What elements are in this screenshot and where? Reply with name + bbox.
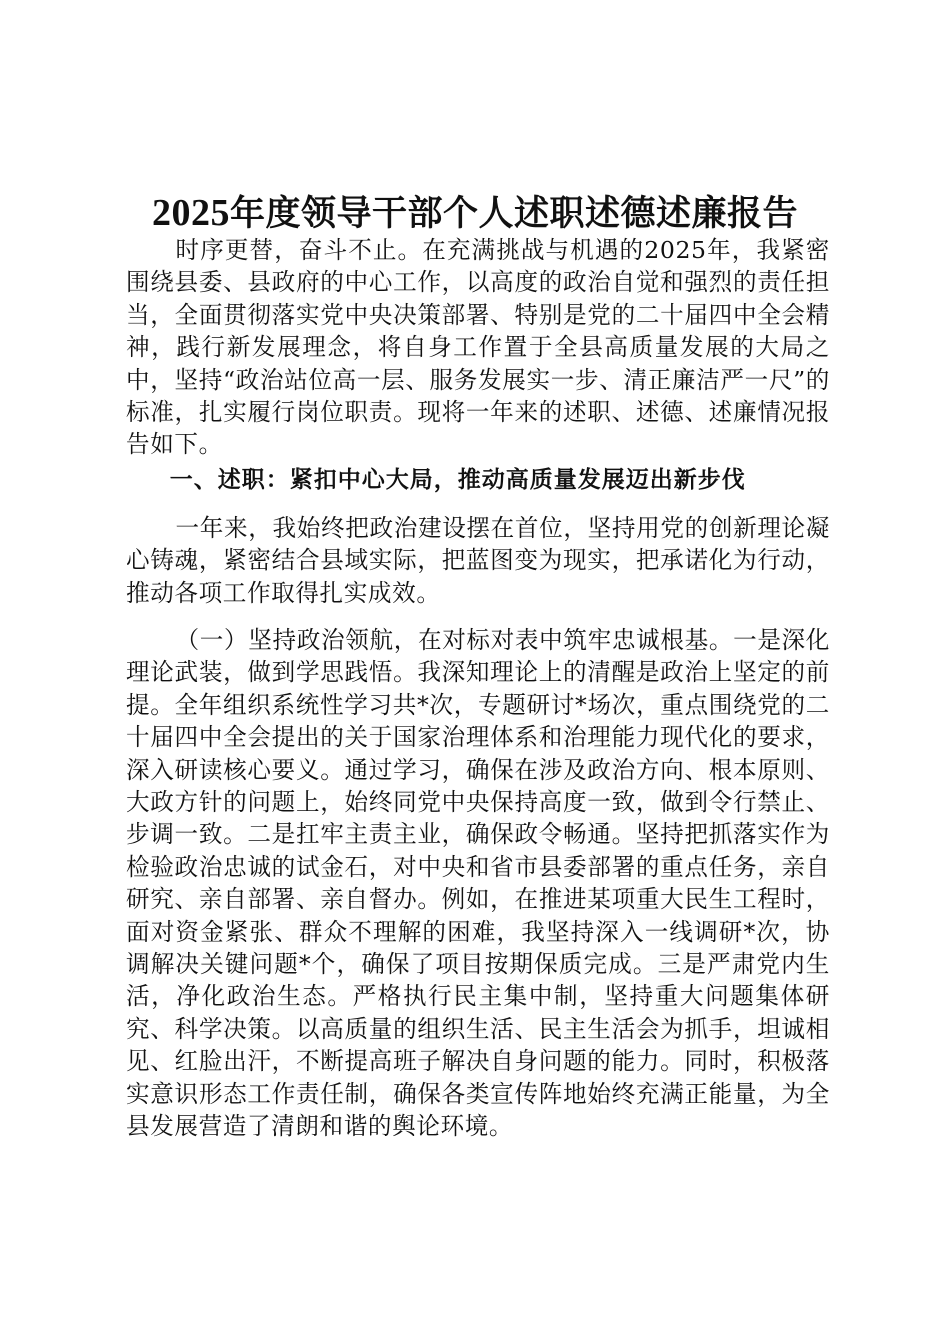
- title-year: 2025: [151, 192, 230, 235]
- section-heading: 一、述职：紧扣中心大局，推动高质量发展迈出新步伐: [169, 467, 746, 493]
- intro-paragraph: 时序更替，奋斗不止。在充满挑战与机遇的2025年，我紧密围绕县委、县政府的中心工作，以高度的政治自觉和强烈的责任担当，全面贯彻落实党中央决策部署、特别是党的二十届四中全会精神，践行新发展理念，将自身工作置于全县高质量发展的大局之中，坚持“政治站位高一层、服务发展实一步、清正廉洁严一尺”的标准，扎实履行岗位职责。现将一年来的述职、述德、述廉情况报告如下。: [126, 236, 830, 459]
- section-part1-paragraph: （一）坚持政治领航，在对标对表中筑牢忠诚根基。一是深化理论武装，做到学思践悟。我深知理论上的清醒是政治上坚定的前提。全年组织系统性学习共*次，专题研讨*场次，重点围绕党的二十届四中全会提出的关于国家治理体系和治理能力现代化的要求，深入研读核心要义。通过学习，确保在涉及政治方向、根本原则、大政方针的问题上，始终同党中央保持高度一致，做到令行禁止、步调一致。二是扛牢主责主业，确保政令畅通。坚持把抓落实作为检验政治忠诚的试金石，对中央和省市县委部署的重点任务，亲自研究、亲自部署、亲自督办。例如，在推进某项重大民生工程时，面对资金紧张、群众不理解的困难，我坚持深入一线调研*次，协调解决关键问题*个，确保了项目按期保质完成。三是严肃党内生活，净化政治生态。严格执行民主集中制，坚持重大问题集体研究、科学决策。以高质量的组织生活、民主生活会为抓手，坦诚相见、红脸出汗，不断提高班子解决自身问题的能力。同时，积极落实意识形态工作责任制，确保各类宣传阵地始终充满正能量，为全县发展营造了清朗和谐的舆论环境。: [126, 626, 830, 1141]
- section-intro-paragraph: 一年来，我始终把政治建设摆在首位，坚持用党的创新理论凝心铸魂，紧密结合县域实际，把蓝图变为现实，把承诺化为行动，推动各项工作取得扎实成效。: [126, 514, 830, 607]
- document-title: [0, 189, 950, 238]
- title-text: 年度领导干部个人述职述德述廉报告: [229, 193, 798, 235]
